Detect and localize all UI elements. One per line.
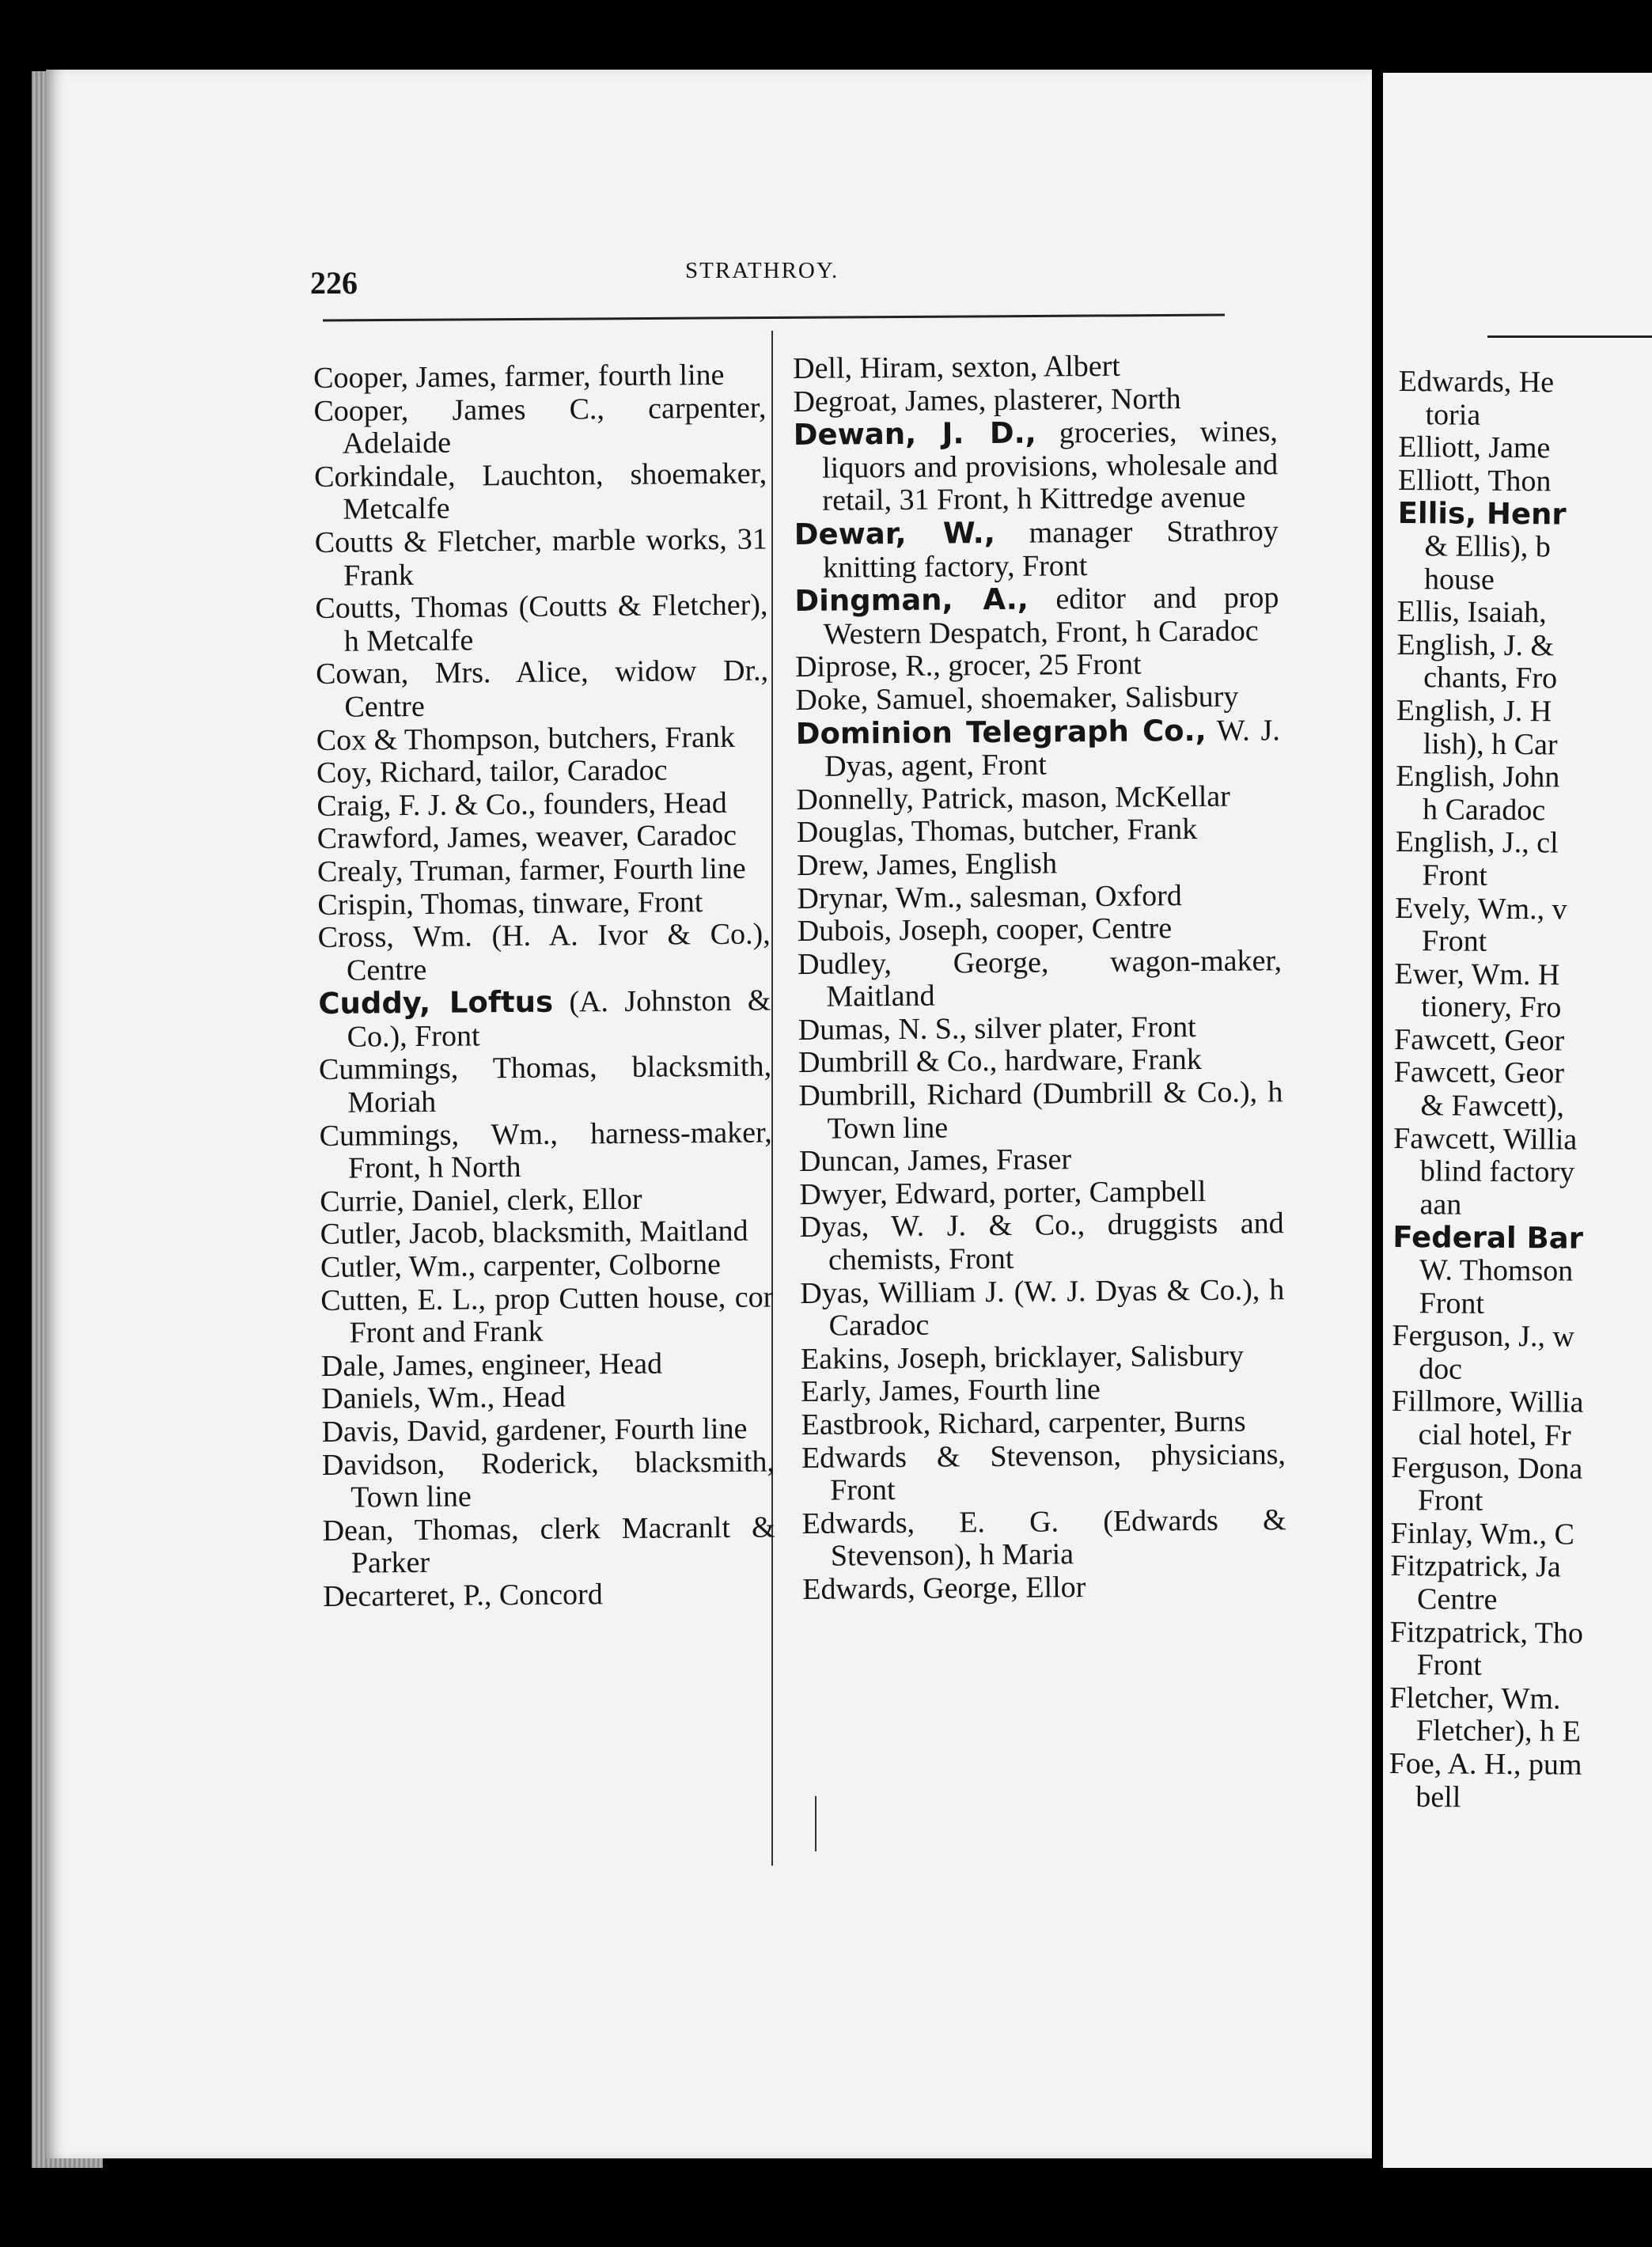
right-column-line: & Fawcett),: [1420, 1089, 1565, 1124]
directory-entry: [794, 581, 1279, 651]
directory-entry: Cummings, Wm., harness-maker, Front, h North: [319, 1116, 772, 1185]
right-column-line: English, J., cl: [1395, 825, 1559, 860]
right-column-line: Edwards, He: [1398, 365, 1555, 400]
directory-entry: [796, 714, 1281, 784]
directory-entry: [318, 984, 771, 1055]
right-column-line: toria: [1425, 397, 1481, 432]
right-column-line: English, J. H: [1396, 693, 1552, 729]
right-column-line: Fillmore, Willia: [1391, 1385, 1584, 1420]
right-column-line: Foe, A. H., pum: [1389, 1746, 1582, 1782]
column-divider-lower: [815, 1796, 817, 1851]
right-page-header-rule: [1487, 335, 1652, 338]
entry-details: W. J. Dyas, agent, Front: [824, 713, 1280, 783]
directory-entry: Early, James, Fourth line: [801, 1373, 1101, 1409]
directory-entry: Doke, Samuel, shoemaker, Salisbury: [795, 680, 1239, 717]
directory-entry: Dumas, N. S., silver plater, Front: [798, 1010, 1196, 1047]
right-column-line: Ferguson, J., w: [1392, 1319, 1575, 1354]
right-column-line: doc: [1419, 1352, 1463, 1386]
right-column-line: Fawcett, Geor: [1393, 1022, 1565, 1058]
directory-entry: Degroat, James, plasterer, North: [793, 381, 1181, 419]
directory-entry: Dumbrill, Richard (Dumbrill & Co.), h Town line: [798, 1075, 1283, 1146]
right-column-line: Ewer, Wm. H: [1394, 957, 1560, 992]
entry-details: manager Strathroy knitting factory, Front: [822, 514, 1279, 585]
entry-bold-name: Dingman, A.,: [794, 582, 1029, 619]
directory-column-right: [1389, 366, 1652, 1815]
directory-entry: Eastbrook, Richard, carpenter, Burns: [801, 1404, 1246, 1442]
right-column-line: Evely, Wm., v: [1395, 891, 1567, 926]
directory-entry: Douglas, Thomas, butcher, Frank: [796, 813, 1198, 850]
running-head: STRATHROY.: [685, 258, 839, 283]
directory-entry: Cutler, Wm., carpenter, Colborne: [320, 1248, 722, 1284]
entry-bold-name: Cuddy, Loftus: [318, 984, 554, 1021]
directory-entry: [794, 514, 1279, 585]
entry-details: (A. Johnston & Co.), Front: [347, 983, 771, 1054]
directory-column-middle: [793, 349, 1286, 1606]
directory-entry: Dyas, William J. (W. J. Dyas & Co.), h Caradoc: [800, 1272, 1285, 1343]
right-column-line: Front: [1422, 858, 1488, 892]
right-column-line: Ferguson, Dona: [1391, 1450, 1583, 1486]
directory-entry: Davidson, Roderick, blacksmith, Town line: [321, 1445, 775, 1514]
entry-details: editor and prop Western Despatch, Front, h Caradoc: [823, 581, 1279, 651]
directory-entry: Dwyer, Edward, porter, Campbell: [799, 1174, 1207, 1211]
right-column-line: & Ellis), b: [1424, 529, 1551, 564]
page-number: 226: [310, 265, 358, 301]
right-column-line: English, John: [1396, 760, 1560, 794]
directory-entry: Decarteret, P., Concord: [323, 1578, 603, 1613]
right-column-line: Ellis, Henr: [1397, 496, 1567, 532]
right-column-line: Centre: [1416, 1582, 1498, 1616]
directory-entry: Dudley, George, wagon-maker, Maitland: [797, 943, 1283, 1014]
right-column-line: Front: [1417, 1483, 1483, 1518]
directory-entry: Crispin, Thomas, tinware, Front: [317, 885, 703, 922]
right-column-line: Elliott, Thon: [1397, 463, 1552, 498]
directory-entry: Cummings, Thomas, blacksmith, Moriah: [318, 1049, 772, 1120]
directory-entry: Drew, James, English: [796, 847, 1058, 882]
right-column-line: Fletcher, Wm.: [1389, 1681, 1561, 1716]
entry-bold-name: Dewan, J. D.,: [793, 415, 1036, 453]
right-column-line: Front: [1421, 924, 1487, 958]
directory-entry: Dell, Hiram, sexton, Albert: [792, 349, 1121, 385]
right-column-line: h Caradoc: [1422, 792, 1546, 828]
right-column-line: Elliott, Jame: [1398, 430, 1551, 465]
directory-entry: Daniels, Wm., Head: [321, 1380, 566, 1416]
directory-entry: Duncan, James, Fraser: [798, 1142, 1072, 1179]
right-column-line: Fitzpatrick, Tho: [1389, 1615, 1584, 1650]
directory-entry: Donnelly, Patrick, mason, McKellar: [796, 779, 1230, 817]
right-column-line: Fletcher), h E: [1415, 1714, 1581, 1749]
directory-entry: Cox & Thompson, butchers, Frank: [316, 720, 736, 757]
right-column-line: house: [1423, 562, 1495, 597]
directory-entry: Dean, Thomas, clerk Macranlt & Parker: [322, 1510, 775, 1581]
right-column-line: W. Thomson: [1419, 1253, 1574, 1288]
directory-entry: Cooper, James C., carpenter, Adelaide: [313, 391, 767, 460]
entry-details: groceries, wines, liquors and provisions, wholesale and retail, 31 Front, h Kittredge avenue: [821, 415, 1279, 518]
right-column-line: lish), h Car: [1423, 726, 1558, 761]
right-column-line: bell: [1415, 1779, 1461, 1814]
directory-entry: [794, 415, 1279, 518]
directory-column-left: [313, 359, 775, 1614]
directory-entry: Dumbrill & Co., hardware, Frank: [798, 1043, 1202, 1080]
right-column-line: Front: [1416, 1648, 1483, 1682]
right-column-line: aan: [1419, 1188, 1462, 1222]
right-column-line: Front: [1419, 1286, 1485, 1321]
right-column-line: chants, Fro: [1423, 661, 1558, 695]
directory-entry: Edwards & Stevenson, physicians, Front: [801, 1437, 1286, 1507]
right-column-line: tionery, Fro: [1421, 990, 1562, 1025]
directory-entry: Dubois, Joseph, cooper, Centre: [797, 911, 1173, 949]
directory-entry: Cutler, Jacob, blacksmith, Maitland: [320, 1214, 748, 1252]
right-page: [1383, 73, 1652, 2168]
right-column-line: Federal Bar: [1392, 1220, 1584, 1256]
directory-entry: Eakins, Joseph, bricklayer, Salisbury: [800, 1339, 1245, 1376]
directory-entry: Drynar, Wm., salesman, Oxford: [797, 878, 1182, 915]
right-column-line: Fawcett, Willia: [1393, 1121, 1578, 1157]
right-column-line: blind factory: [1419, 1154, 1575, 1189]
directory-entry: Cooper, James, farmer, fourth line: [313, 358, 725, 395]
right-column-line: Fawcett, Geor: [1393, 1055, 1565, 1090]
directory-entry: Coutts & Fletcher, marble works, 31 Frank: [314, 522, 767, 593]
directory-entry: Coutts, Thomas (Coutts & Fletcher), h Metcalfe: [315, 588, 768, 658]
directory-entry: Craig, F. J. & Co., founders, Head: [316, 786, 727, 823]
right-column-line: Finlay, Wm., C: [1390, 1516, 1575, 1552]
right-column-line: English, J. &: [1396, 627, 1555, 663]
directory-entry: Cowan, Mrs. Alice, widow Dr., Centre: [315, 654, 769, 724]
right-column-line: Ellis, Isaiah,: [1396, 595, 1547, 630]
entry-bold-name: Dewar, W.,: [794, 515, 995, 551]
directory-entry: Crawford, James, weaver, Caradoc: [316, 819, 737, 856]
directory-entry: Currie, Daniel, clerk, Ellor: [320, 1182, 642, 1218]
right-column-line: cial hotel, Fr: [1418, 1418, 1571, 1453]
directory-entry: Edwards, George, Ellor: [802, 1571, 1086, 1606]
right-column-line: Fitzpatrick, Ja: [1390, 1549, 1561, 1584]
directory-entry: Davis, David, gardener, Fourth line: [321, 1411, 748, 1449]
directory-entry: Dyas, W. J. & Co., druggists and chemists, Front: [799, 1207, 1284, 1277]
directory-entry: Coy, Richard, tailor, Caradoc: [316, 753, 668, 790]
directory-entry: Cross, Wm. (H. A. Ivor & Co.), Centre: [317, 917, 771, 987]
directory-entry: Cutten, E. L., prop Cutten house, cor Front and Frank: [320, 1280, 774, 1350]
entry-bold-name: Dominion Telegraph Co.,: [795, 713, 1207, 751]
directory-entry: Edwards, E. G. (Edwards & Stevenson), h Maria: [801, 1502, 1286, 1574]
directory-entry: Crealy, Truman, farmer, Fourth line: [316, 851, 746, 889]
directory-entry: Corkindale, Lauchton, shoemaker, Metcalfe: [313, 457, 767, 527]
directory-entry: Diprose, R., grocer, 25 Front: [794, 647, 1142, 684]
directory-entry: Dale, James, engineer, Head: [320, 1347, 663, 1383]
